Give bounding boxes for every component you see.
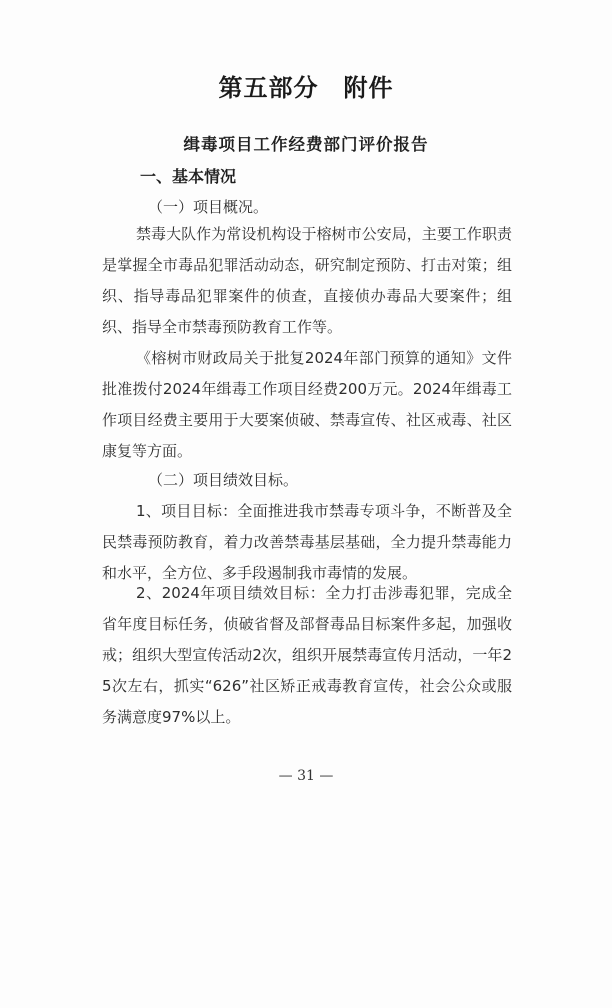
subheading-performance-goals: （二）项目绩效目标。 — [148, 471, 299, 489]
subheading-project-overview: （一）项目概况。 — [148, 198, 269, 216]
report-title: 缉毒项目工作经费部门评价报告 — [183, 135, 429, 154]
page-number: — 31 — — [278, 768, 334, 784]
section-heading-basic-info: 一、基本情况 — [140, 167, 237, 186]
paragraph-overview-duties: 禁毒大队作为常设机构设于榕树市公安局，主要工作职责是掌握全市毒品犯罪活动动态，研究制定预防、打击对策；组织、指导毒品犯罪案件的侦查，直接侦办毒品大要案件；组织、指导全市禁毒预防教育工作等。 — [102, 225, 512, 336]
paragraph-budget-approval: 《榕树市财政局关于批复2024年部门预算的通知》文件批准拨付2024年缉毒工作项目经费200万元。2024年缉毒工作项目经费主要用于大要案侦破、禁毒宣传、社区戒毒、社区康复等方面。 — [102, 349, 512, 460]
paragraph-2024-performance-goal: 2、2024年项目绩效目标：全力打击涉毒犯罪，完成全省年度目标任务，侦破省督及部督毒品目标案件多起，加强收戒；组织大型宣传活动2次，组织开展禁毒宣传月活动，一年25次左右，抓实“626”社区矫正戒毒教育宣传，社会公众或服务满意度97%以上。 — [102, 584, 512, 726]
paragraph-project-goal: 1、项目目标：全面推进我市禁毒专项斗争，不断普及全民禁毒预防教育，着力改善禁毒基层基础，全力提升禁毒能力和水平，全方位、多手段遏制我市毒情的发展。 — [102, 502, 512, 582]
part-title: 第五部分 附件 — [218, 74, 394, 102]
